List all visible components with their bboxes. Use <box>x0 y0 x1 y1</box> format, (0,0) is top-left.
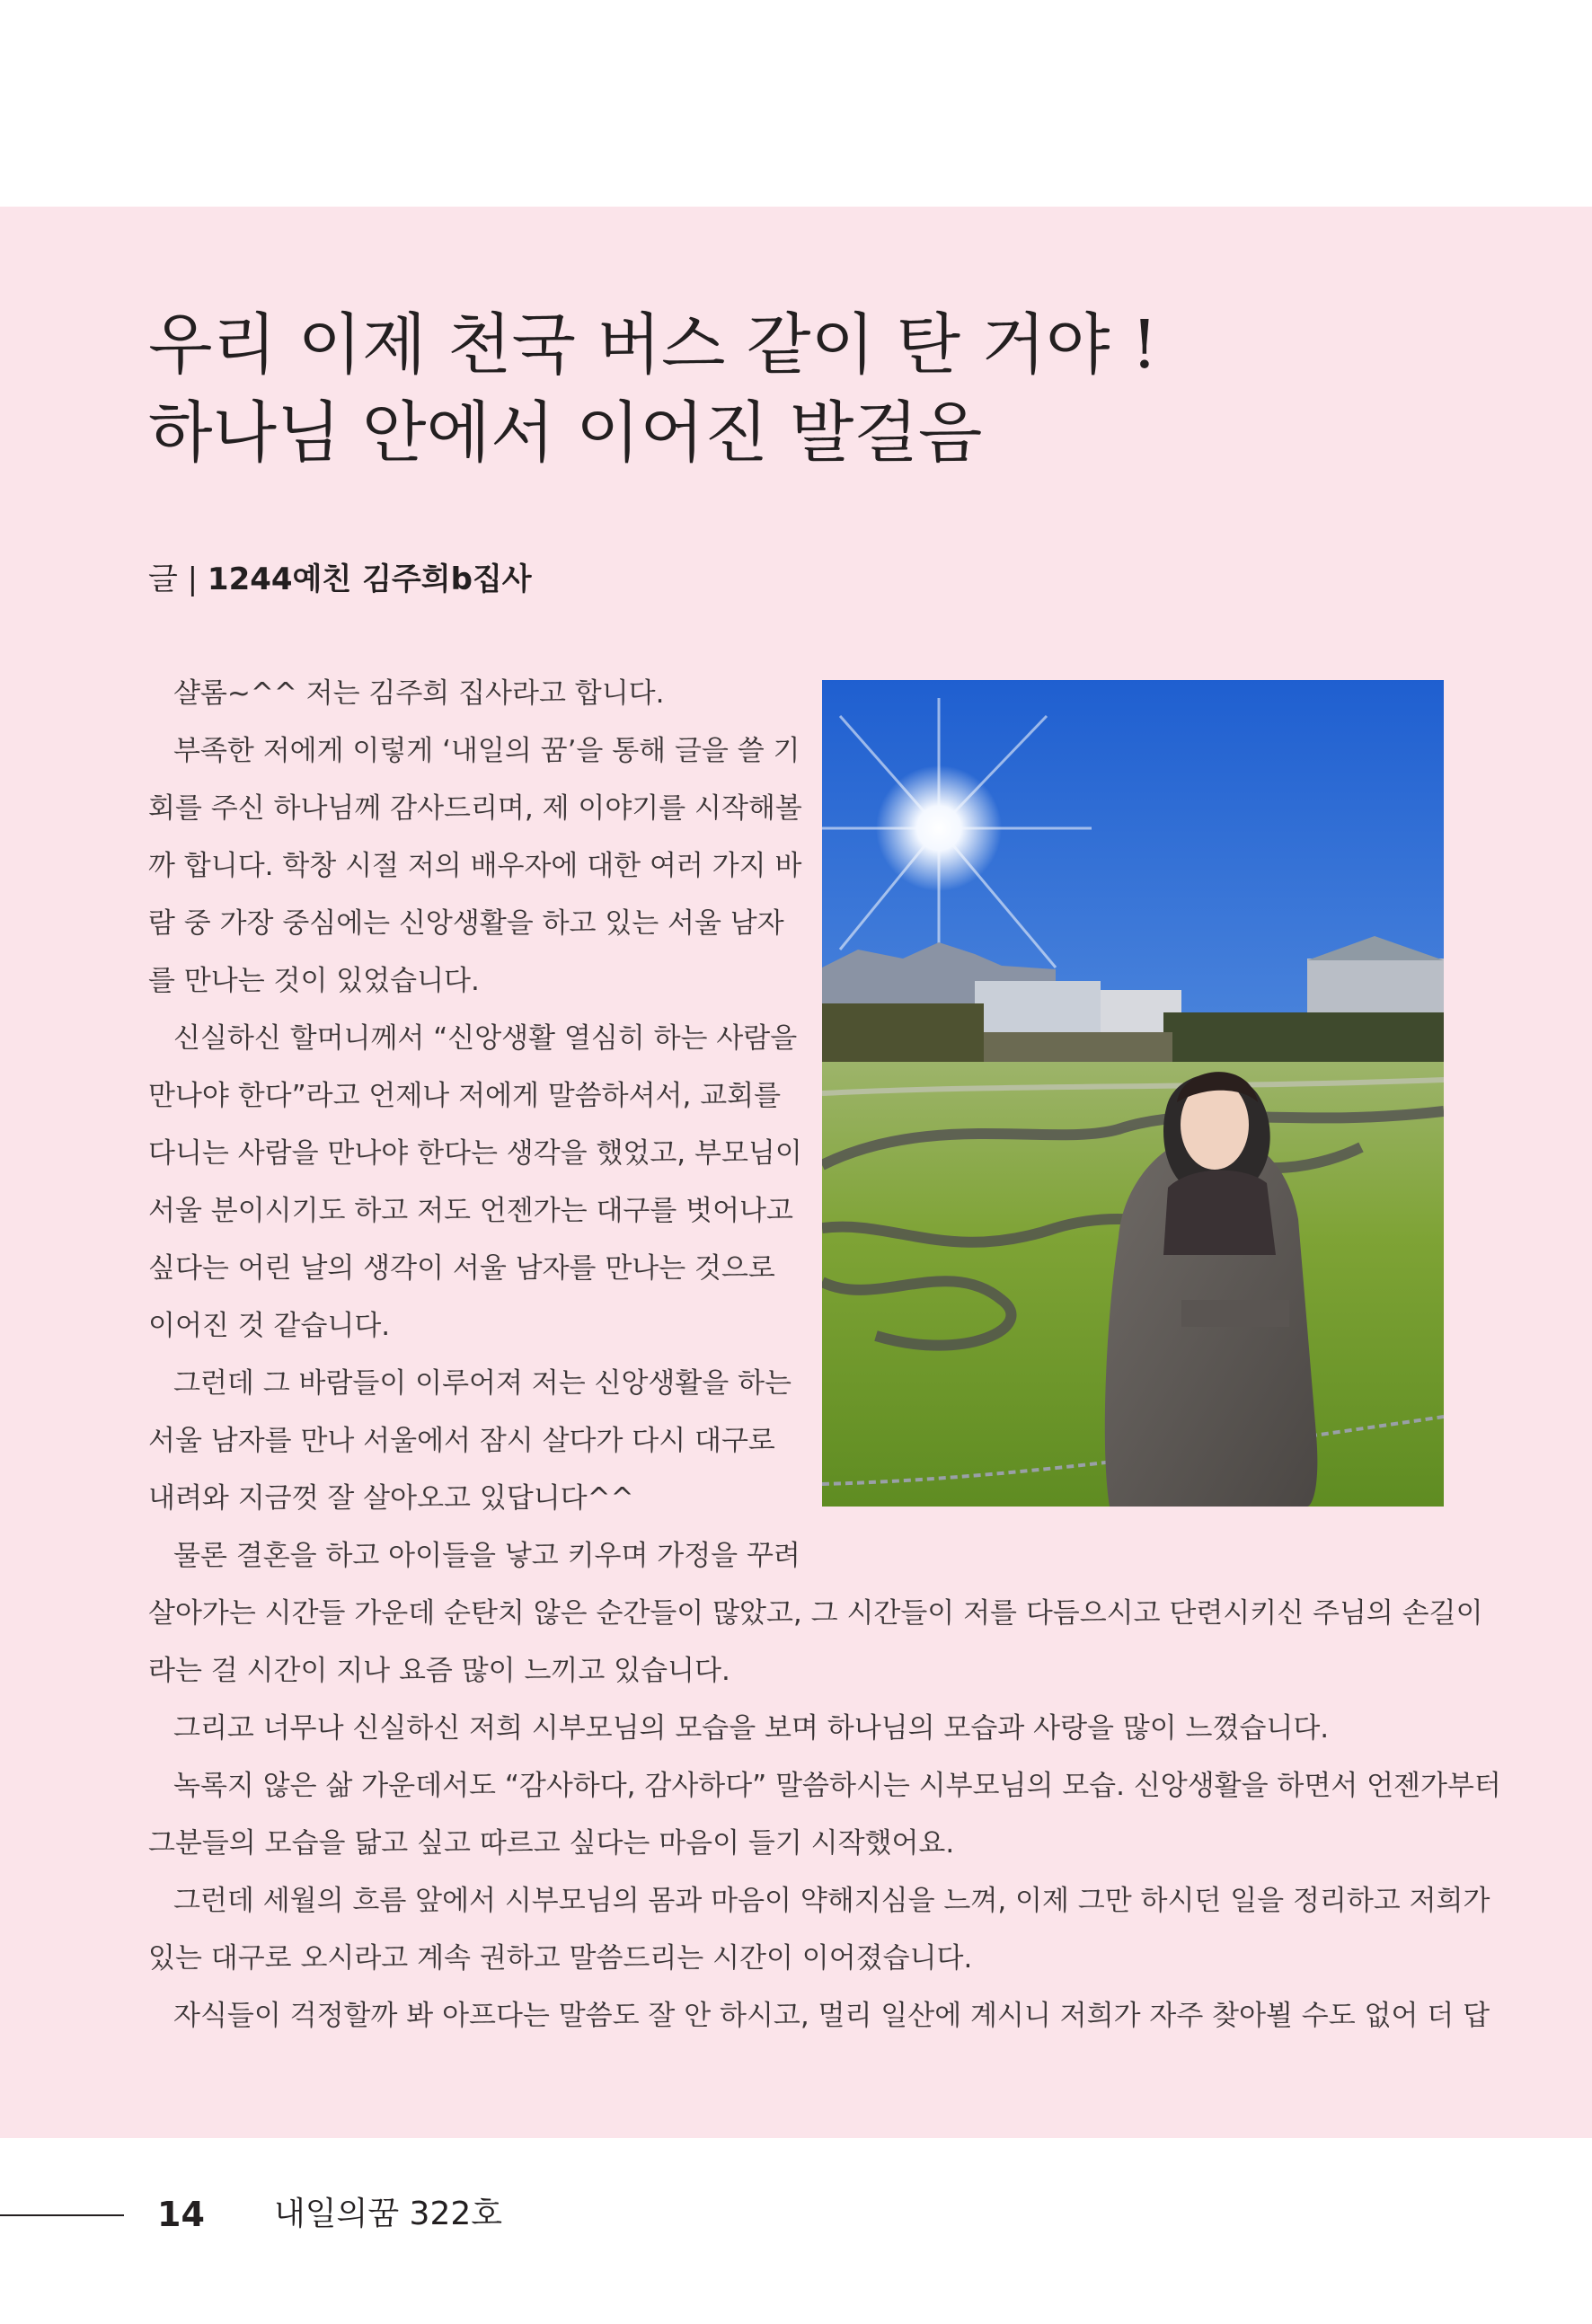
paragraph-line: 싶다는 어린 날의 생각이 서울 남자를 만나는 것으로 <box>148 1252 775 1285</box>
page-number: 14 <box>157 2195 205 2234</box>
paragraph-line: 샬롬~^^ 저는 김주희 집사라고 합니다. <box>173 677 665 710</box>
title-line-1: 우리 이제 천국 버스 같이 탄 거야 ! <box>148 306 1158 384</box>
paragraph-line: 있는 대구로 오시라고 계속 권하고 말씀드리는 시간이 이어졌습니다. <box>148 1942 973 1975</box>
paragraph-line: 서울 분이시기도 하고 저도 언젠가는 대구를 벗어나고 <box>148 1195 793 1227</box>
paragraph-line: 내려와 지금껏 잘 살아오고 있답니다^^ <box>148 1482 634 1515</box>
body-text-narrow <box>148 665 802 1585</box>
body-text-full <box>148 1585 1501 2045</box>
article-title <box>148 301 1451 477</box>
byline <box>148 557 532 602</box>
paragraph-line: 서울 남자를 만나 서울에서 잠시 살다가 다시 대구로 <box>148 1425 775 1457</box>
paragraph-line: 부족한 저에게 이렇게 ‘내일의 꿈’을 통해 글을 쓸 기 <box>173 735 800 767</box>
paragraph-line: 그리고 너무나 신실하신 저희 시부모님의 모습을 보며 하나님의 모습과 사랑을 많이 느꼈습니다. <box>173 1712 1330 1745</box>
paragraph-line: 녹록지 않은 삶 가운데서도 “감사하다, 감사하다” 말씀하시는 시부모님의 모습. 신앙생활을 하면서 언젠가부터 <box>173 1770 1501 1802</box>
paragraph-line: 만나야 한다”라고 언제나 저에게 말씀하셔서, 교회를 <box>148 1080 782 1112</box>
paragraph-line: 까 합니다. 학창 시절 저의 배우자에 대한 여러 가지 바 <box>148 850 802 882</box>
magazine-issue: 내일의꿈 322호 <box>274 2196 503 2232</box>
paragraph-line: 다니는 사람을 만나야 한다는 생각을 했었고, 부모님이 <box>148 1137 802 1170</box>
title-line-2: 하나님 안에서 이어진 발걸음 <box>148 394 983 472</box>
byline-author: 1244예친 김주희b집사 <box>207 561 532 597</box>
paragraph-line: 그런데 세월의 흐름 앞에서 시부모님의 몸과 마음이 약해지심을 느껴, 이제 그만 하시던 일을 정리하고 저희가 <box>173 1885 1490 1917</box>
paragraph-line: 그분들의 모습을 닮고 싶고 따르고 싶다는 마음이 들기 시작했어요. <box>148 1827 955 1860</box>
paragraph-line: 살아가는 시간들 가운데 순탄치 않은 순간들이 많았고, 그 시간들이 저를 다듬으시고 단련시키신 주님의 손길이 <box>148 1597 1483 1630</box>
paragraph-line: 그런데 그 바람들이 이루어져 저는 신앙생활을 하는 <box>173 1367 792 1400</box>
footer-rule <box>0 2214 124 2216</box>
author-photo <box>822 680 1444 1507</box>
paragraph-line: 이어진 것 같습니다. <box>148 1310 391 1342</box>
paragraph-line: 신실하신 할머니께서 “신앙생활 열심히 하는 사람을 <box>173 1022 798 1055</box>
paragraph-line: 물론 결혼을 하고 아이들을 낳고 키우며 가정을 꾸려 <box>173 1540 800 1572</box>
paragraph-line: 람 중 가장 중심에는 신앙생활을 하고 있는 서울 남자 <box>148 907 784 940</box>
paragraph-line: 라는 걸 시간이 지나 요즘 많이 느끼고 있습니다. <box>148 1655 730 1687</box>
byline-label: 글 | <box>148 561 208 597</box>
paragraph-line: 자식들이 걱정할까 봐 아프다는 말씀도 잘 안 하시고, 멀리 일산에 계시니 저희가 자주 찾아뵐 수도 없어 더 답 <box>173 2000 1490 2032</box>
paragraph-line: 를 만나는 것이 있었습니다. <box>148 965 480 997</box>
paragraph-line: 회를 주신 하나님께 감사드리며, 제 이야기를 시작해볼 <box>148 792 802 825</box>
